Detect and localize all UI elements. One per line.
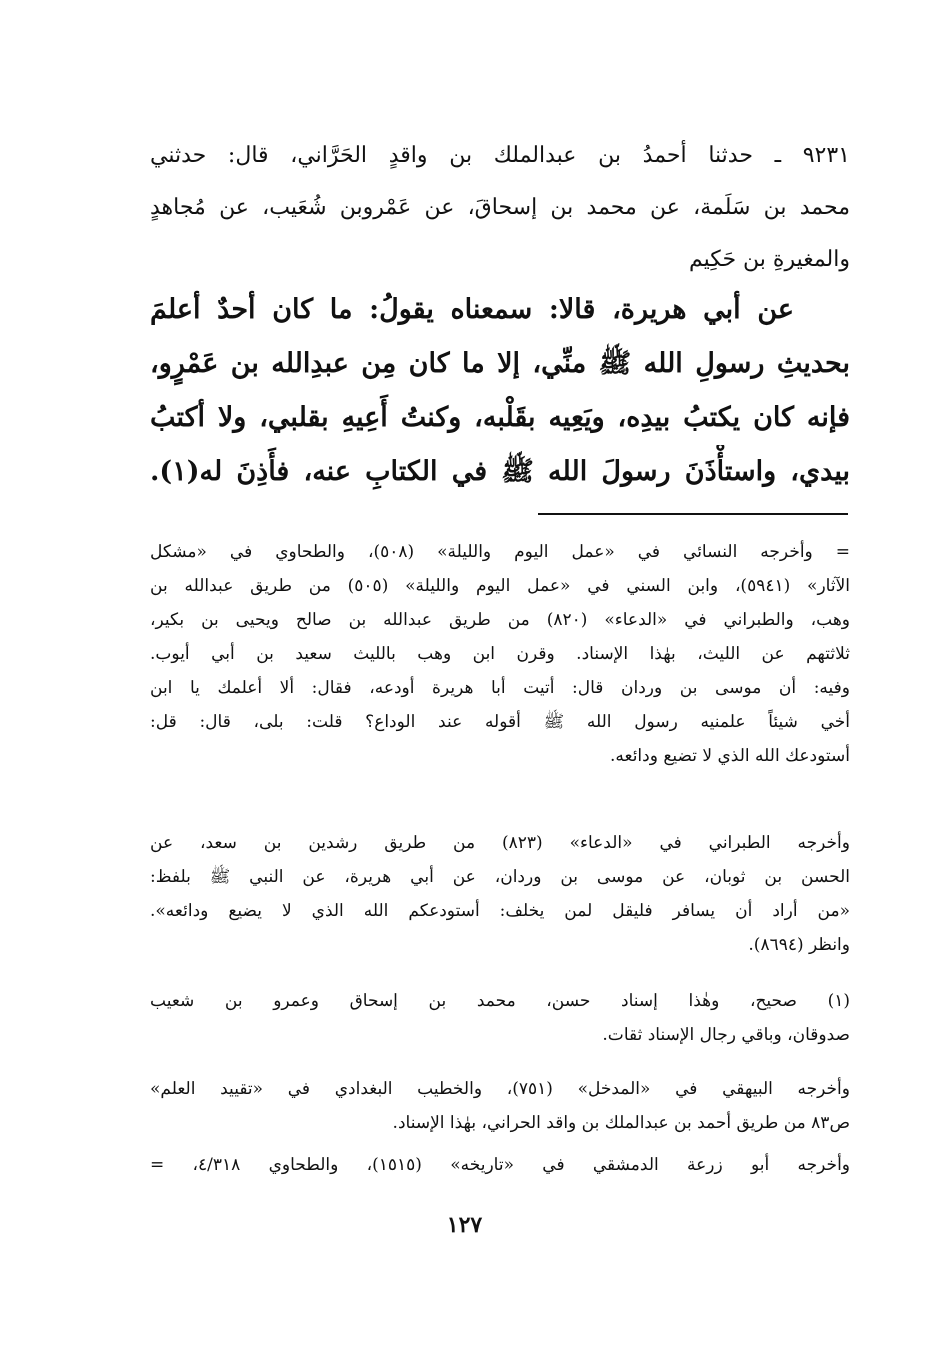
chain-line: ٩٢٣١ ـ حدثنا أحمدُ بن عبدالملك بن واقدٍ الحَرَّاني، قال: حدثني xyxy=(150,143,850,168)
matn-line: عن أبي هريرة، قالا: سمعناه يقولُ: ما كان أحدٌ أعلمَ xyxy=(150,294,794,325)
footnote-paragraph xyxy=(150,1072,850,1140)
footnote-line: وهب، والطبراني في «الدعاء» (٨٢٠) من طريق عبدالله بن صالح ويحيى بن بكير، xyxy=(150,610,850,630)
footnote-line: الحسن بن ثوبان، عن موسى بن وردان، عن أبي هريرة، عن النبي ﷺ بلفظ: xyxy=(150,867,850,887)
page-number: ١٢٧ xyxy=(446,1212,483,1238)
chain-line: محمد بن سَلَمة، عن محمد بن إسحاقَ، عن عَمْروبن شُعَيب، عن مُجاهدٍ xyxy=(150,195,850,220)
hadith-chain xyxy=(150,130,850,286)
footnote-continuation xyxy=(150,535,850,773)
hadith-text xyxy=(150,283,850,499)
footnote-line: وانظر (٨٦٩٤). xyxy=(748,935,850,955)
footnote-line: وأخرجه الطبراني في «الدعاء» (٨٢٣) من طريق رشدين بن سعد، عن xyxy=(150,833,850,853)
footnote-line: «من أراد أن يسافر فليقل لمن يخلف: أستودعكم الله الذي لا يضيع ودائعه». xyxy=(150,901,850,921)
footnote-paragraph xyxy=(150,826,850,962)
footnote-1 xyxy=(150,984,850,1052)
footnote-line: وأخرجه أبو زرعة الدمشقي في «تاريخه» (١٥١٥)، والطحاوي ٤/٣١٨، = xyxy=(150,1155,850,1175)
matn-line: بحديثِ رسولِ الله ﷺ منِّي، إلا ما كان مِن عبدِالله بن عَمْرٍو، xyxy=(150,348,850,379)
chain-line: والمغيرةِ بن حَكِيم xyxy=(689,247,850,272)
footnote-line: الآثار» (٥٩٤١)، وابن السني في «عمل اليوم والليلة» (٥٠٥) من طريق عبدالله بن xyxy=(150,576,850,596)
footnote-line: صدوقان، وباقي رجال الإسناد ثقات. xyxy=(602,1025,850,1045)
footnote-line: وفيه: أن موسى بن وردان قال: أتيت أبا هريرة أودعه، فقال: ألا أعلمك يا ابن xyxy=(150,678,850,698)
footnote-line: = وأخرجه النسائي في «عمل اليوم والليلة» (٥٠٨)، والطحاوي في «مشكل xyxy=(150,542,850,562)
footnote-line: (١) صحيح، وهٰذا إسناد حسن، محمد بن إسحاق وعمرو بن شعيب xyxy=(150,991,850,1011)
matn-line: فإنه كان يكتبُ بيدِه، ويَعِيه بقَلْبه، وكنتُ أَعِيهِ بقلبي، ولا أكتبُ xyxy=(150,402,850,433)
footnote-divider xyxy=(538,513,848,515)
footnote-line: وأخرجه البيهقي في «المدخل» (٧٥١)، والخطيب البغدادي في «تقييد العلم» xyxy=(150,1079,850,1099)
footnote-line: ص٨٣ من طريق أحمد بن عبدالملك بن واقد الحراني، بهٰذا الإسناد. xyxy=(392,1113,850,1133)
footnote-line: أستودعك الله الذي لا تضيع ودائعه. xyxy=(609,746,850,766)
footnote-line: أخي شيئاً علمنيه رسول الله ﷺ أقوله عند الوداع؟ قلت: بلى، قال: قل: xyxy=(150,712,850,732)
footnote-paragraph xyxy=(150,1148,850,1182)
matn-line: بيدي، واستأْذَنَ رسولَ الله ﷺ في الكتابِ عنه، فأَذِنَ له(١). xyxy=(150,456,850,487)
footnote-line: ثلاثتهم عن الليث، بهٰذا الإسناد. وقرن ابن وهب بالليث سعيد بن أبي أيوب. xyxy=(150,644,850,664)
